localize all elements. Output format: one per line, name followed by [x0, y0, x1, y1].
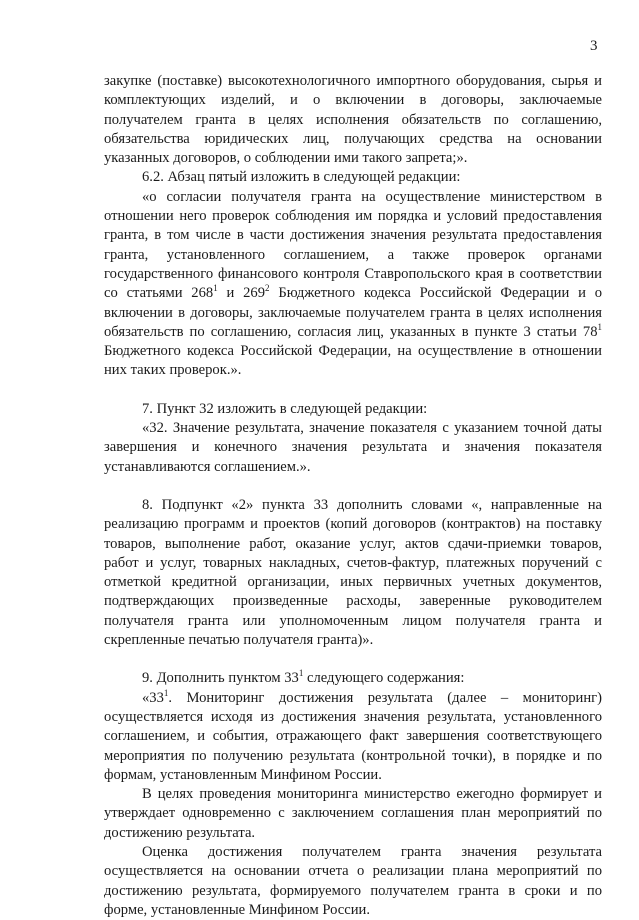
paragraph-7-heading: 7. Пункт 32 изложить в следующей редакции:: [142, 400, 428, 417]
paragraph-assessment: Оценка достижения получателем гранта значения результата осуществляется на основании отчета о реализации плана мероприятий по достижению результата, формируемого получателем гранта в сроки и по форме, установленные Минфином России.: [104, 843, 602, 918]
text-fragment: . Мониторинг достижения результата (далее – мониторинг) осуществляется исходя из достижения значения результата, установленного соглашением, и события, отражающего факт завершения соответствующего мероприятия по получению результата (контрольной точки), в порядке и по формам, установленным Минфином России.: [104, 689, 602, 783]
paragraph-6-2-text: [104, 188, 602, 381]
paragraph-33-1-text: [104, 689, 602, 785]
text-fragment: и 269: [217, 285, 266, 302]
text-fragment: Бюджетного кодекса Российской Федерации, на осуществление в отношении них таких проверок.».: [104, 343, 602, 379]
paragraph-monitoring-plan: В целях проведения мониторинга министерство ежегодно формирует и утверждает одновременно с заключением соглашения план мероприятий по достижению результата.: [104, 786, 602, 841]
paragraph-9-heading: [104, 669, 602, 688]
page-number: 3: [590, 38, 598, 54]
paragraph-6-2-heading: 6.2. Абзац пятый изложить в следующей редакции:: [142, 169, 461, 186]
superscript: 1: [597, 321, 602, 332]
document-body: [104, 72, 602, 920]
superscript: 1: [163, 687, 169, 698]
text-fragment: 9. Дополнить пунктом 33: [142, 670, 299, 687]
paragraph-7-text: «32. Значение результата, значение показателя с указанием точной даты завершения и конечного значения результата и значения показателя устанавливаются соглашением.».: [104, 420, 602, 475]
text-fragment: «33: [142, 689, 164, 706]
superscript: 1: [298, 668, 304, 679]
text-fragment: Бюджетного кодекса Российской Федерации и о включении в договоры, заключаемые получателем гранта в целях исполнения обязательств по соглашению, согласия лиц, указанных в пункте 3 статьи 78: [104, 285, 602, 340]
superscript: 2: [265, 283, 270, 294]
superscript: 1: [213, 283, 218, 294]
text-fragment: «о согласии получателя гранта на осуществление министерством в отношении него проверок соблюдения им порядка и условий предоставления гранта, в том числе в части достижения значения результата предоставления гранта, установленного соглашением, а также проверок органами государственного финансового контроля Ставропольского края в соответствии со статьями 268: [104, 188, 602, 302]
paragraph-8-text: 8. Подпункт «2» пункта 33 дополнить словами «, направленные на реализацию программ и проектов (копий договоров (контрактов) на поставку товаров, выполнение работ, оказание услуг, актов сдачи-приемки товаров, работ и услуг, товарных накладных, счетов-фактур, платежных поручений с отметкой кредитной организации, иных первичных учетных документов, подтверждающих произведенные расходы, заверенные руководителем получателя гранта или уполномоченным лицом получателя гранта и скрепленные печатью получателя гранта)».: [104, 496, 602, 649]
paragraph-procurement-ban: закупке (поставке) высокотехнологичного импортного оборудования, сырья и комплектующих изделий, и о включении в договоры, заключаемые получателем гранта в целях исполнения обязательств по соглашению, обязательства юридических лиц, получающих средства на основании указанных договоров, о соблюдении ими такого запрета;».: [104, 73, 602, 167]
text-fragment: следующего содержания:: [303, 670, 465, 687]
